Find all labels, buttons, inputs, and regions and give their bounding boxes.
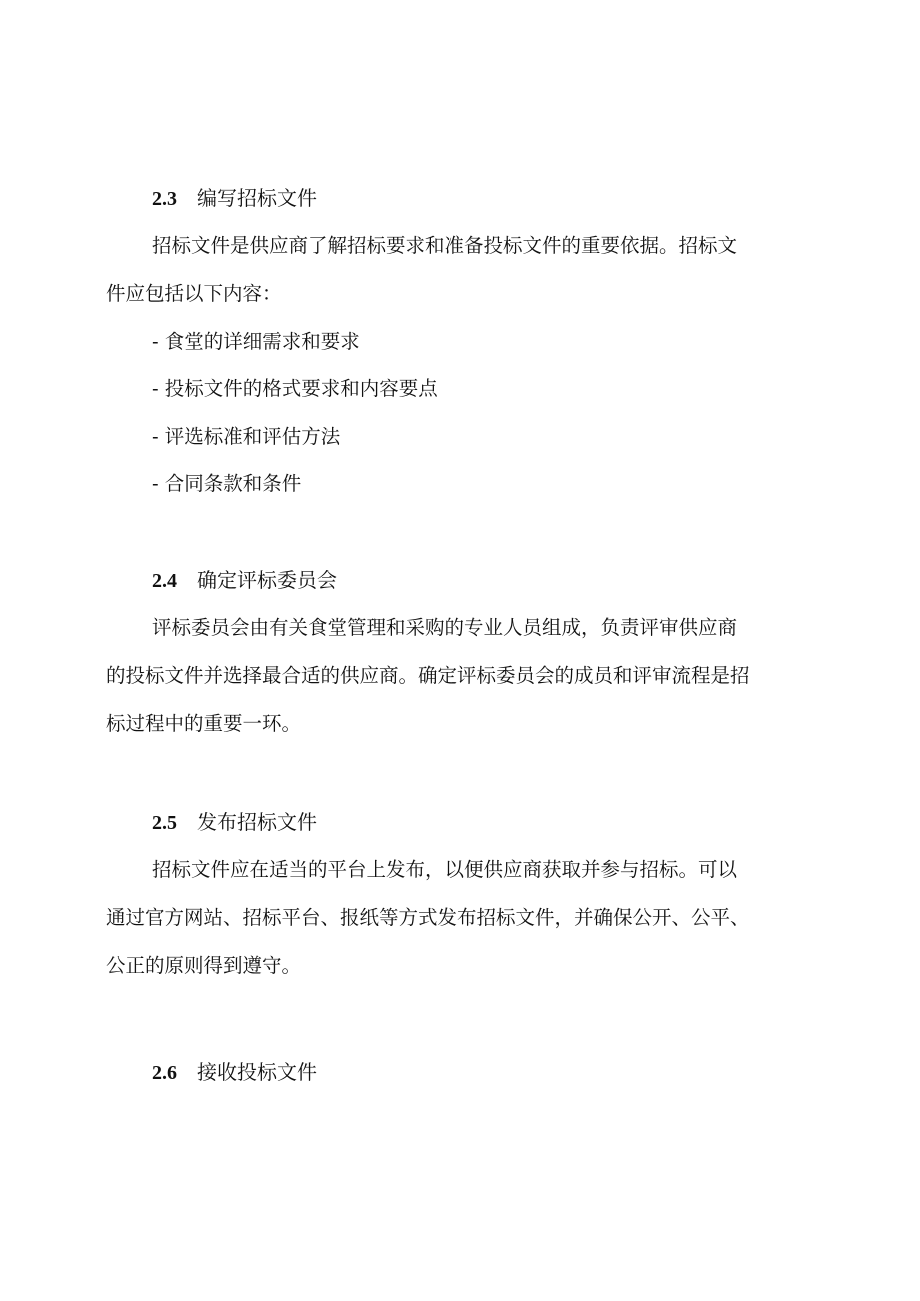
paragraph-line: 件应包括以下内容： bbox=[106, 282, 282, 305]
section-number: 2.4 bbox=[152, 570, 177, 592]
section-title: 编写招标文件 bbox=[197, 186, 317, 210]
section-number: 2.5 bbox=[152, 812, 177, 834]
paragraph-line: 通过官方网站、招标平台、报纸等方式发布招标文件，并确保公开、公平、 bbox=[106, 906, 750, 929]
section-heading-2-3 bbox=[152, 183, 317, 213]
section-heading-2-5 bbox=[152, 807, 317, 837]
paragraph-line: 公正的原则得到遵守。 bbox=[106, 954, 302, 977]
paragraph-line: 的投标文件并选择最合适的供应商。确定评标委员会的成员和评审流程是招 bbox=[106, 664, 750, 687]
section-number: 2.6 bbox=[152, 1062, 177, 1084]
list-item: - 评选标准和评估方法 bbox=[152, 425, 341, 448]
section-title: 发布招标文件 bbox=[197, 810, 317, 834]
section-number: 2.3 bbox=[152, 188, 177, 210]
paragraph-line: 招标文件应在适当的平台上发布，以便供应商获取并参与招标。可以 bbox=[152, 858, 738, 881]
list-item: - 食堂的详细需求和要求 bbox=[152, 330, 360, 353]
paragraph-line: 评标委员会由有关食堂管理和采购的专业人员组成，负责评审供应商 bbox=[152, 616, 738, 639]
section-heading-2-6 bbox=[152, 1057, 317, 1087]
list-item: - 合同条款和条件 bbox=[152, 472, 302, 495]
section-title: 确定评标委员会 bbox=[197, 568, 337, 592]
section-title: 接收投标文件 bbox=[197, 1060, 317, 1084]
paragraph-line: 招标文件是供应商了解招标要求和准备投标文件的重要依据。招标文 bbox=[152, 234, 738, 257]
list-item: - 投标文件的格式要求和内容要点 bbox=[152, 377, 438, 400]
section-heading-2-4 bbox=[152, 565, 337, 595]
paragraph-line: 标过程中的重要一环。 bbox=[106, 712, 302, 735]
